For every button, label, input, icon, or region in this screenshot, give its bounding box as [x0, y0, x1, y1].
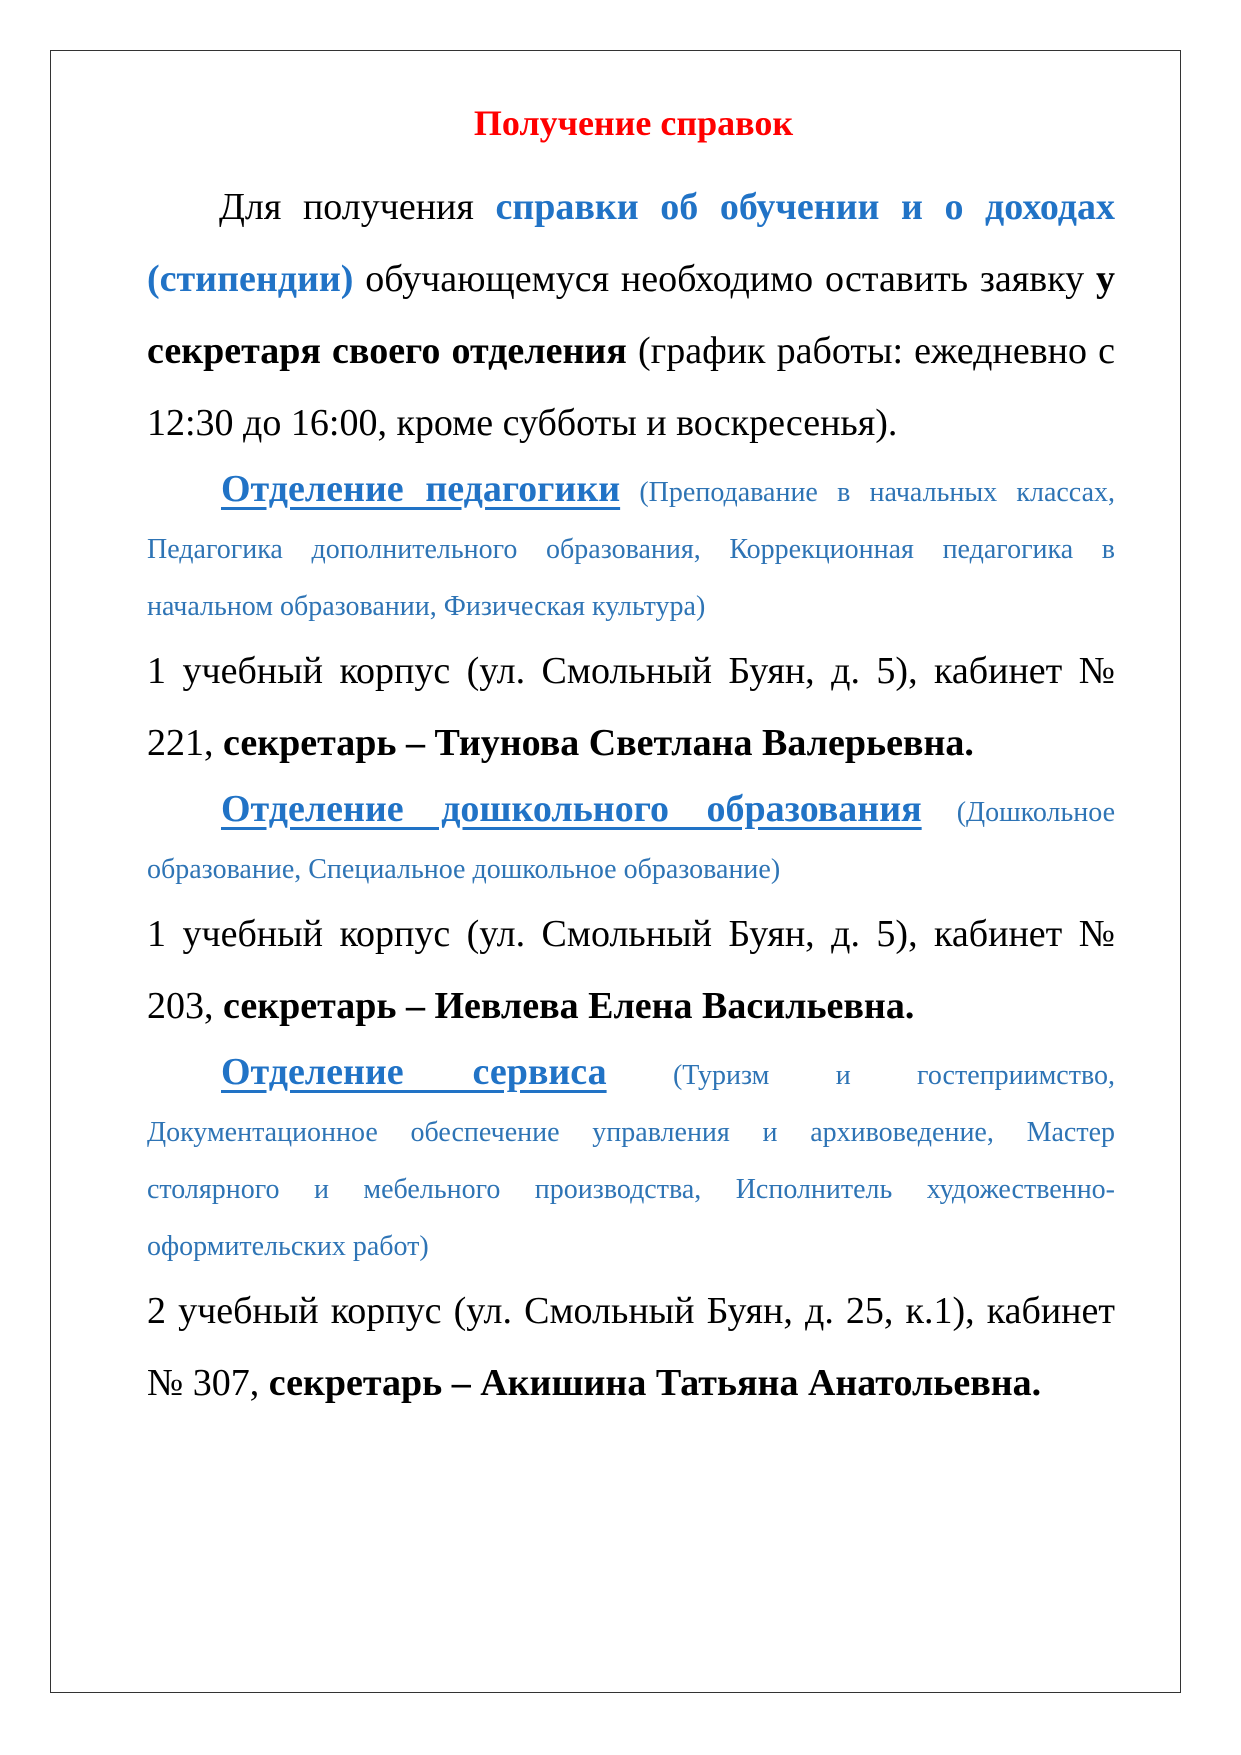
secretary-name: секретарь – Тиунова Светлана Валерьевна.: [223, 722, 974, 764]
department-specialties: (Преподавание в начальных классах, Педагогика дополнительного образования, Коррекционная педагогика в начальном образовании, Физическая культура): [147, 477, 1115, 622]
intro-text-1: Для получения: [219, 186, 496, 228]
address-text: 1 учебный корпус (ул. Смольный Буян, д. 5), кабинет № 221,: [147, 650, 1115, 764]
intro-bold: у секретаря своего отделения: [147, 258, 1115, 372]
address-text: 2 учебный корпус (ул. Смольный Буян, д. 25, к.1), кабинет № 307,: [147, 1290, 1115, 1404]
department-service: [147, 1044, 1115, 1275]
document-body: [147, 95, 1115, 1419]
department-specialties: (Туризм и гостеприимство, Документационное обеспечение управления и архивоведение, Мастер столярного и мебельного производства, Исполнитель художественно-оформительских работ): [147, 1060, 1115, 1262]
department-preschool: [147, 781, 1115, 898]
secretary-name: секретарь – Акишина Татьяна Анатольевна.: [268, 1362, 1042, 1404]
department-address: [147, 635, 1115, 779]
department-name: Отделение педагогики: [221, 468, 621, 510]
department-address: [147, 898, 1115, 1042]
intro-paragraph: [147, 171, 1115, 459]
department-name: Отделение сервиса: [221, 1051, 607, 1093]
department-address: [147, 1275, 1115, 1419]
page-title: Получение справок: [473, 103, 794, 143]
department-name: Отделение дошкольного образования: [221, 788, 922, 830]
intro-text-2: обучающемуся необходимо оставить заявку: [353, 258, 1096, 300]
department-specialties: (Дошкольное образование, Специальное дошкольное образование): [147, 797, 1115, 885]
secretary-name: секретарь – Иевлева Елена Васильевна.: [223, 985, 915, 1027]
department-pedagogy: [147, 461, 1115, 635]
intro-text-3: (график работы: ежедневно с 12:30 до 16:00, кроме субботы и воскресенья).: [147, 330, 1115, 444]
intro-highlight: справки об обучении и о доходах (стипендии): [147, 186, 1115, 300]
address-text: 1 учебный корпус (ул. Смольный Буян, д. 5), кабинет № 203,: [147, 913, 1115, 1027]
